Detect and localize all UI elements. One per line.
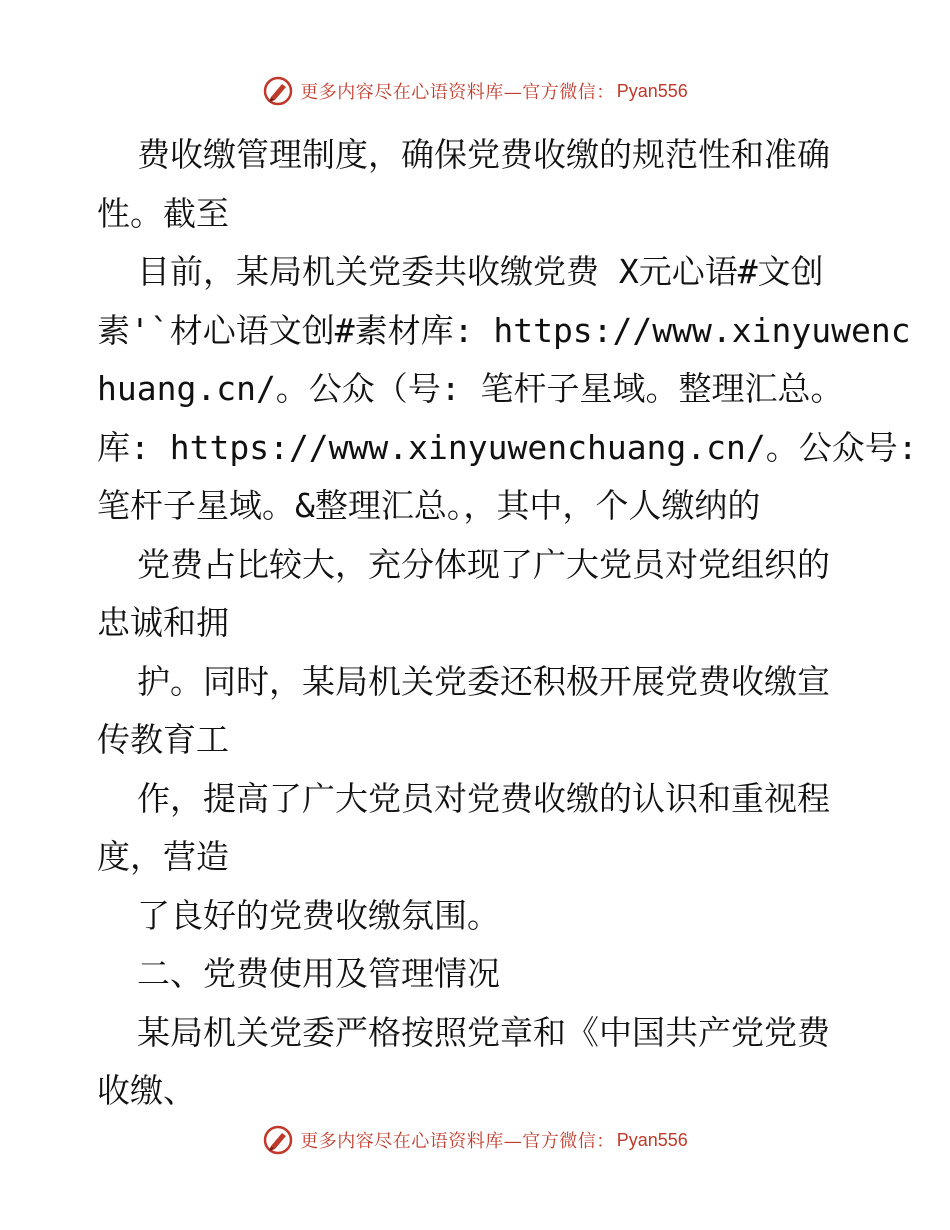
header-watermark-id: Pyan556 [616,80,688,101]
pen-logo-icon [262,1124,294,1156]
text-line: 某局机关党委严格按照党章和《中国共产党党费 [137,1012,830,1052]
text-line: 目前，某局机关党委共收缴党费 X元心语#文创 [137,252,824,291]
text-line: 作，提高了广大党员对党费收缴的认识和重视程 [137,778,830,818]
text-line: 性。截至 [97,193,229,233]
text-line: 了良好的党费收缴氛围。 [137,895,500,935]
document-body [97,126,918,1121]
text-line: 素'`材心语文创#素材库: https://www.xinyuwenc [97,310,911,350]
header-watermark-text: 更多内容尽在心语资料库—官方微信： [300,82,615,103]
text-line: 忠诚和拥 [97,603,229,642]
footer-watermark [0,1123,950,1157]
pen-logo-icon [262,75,294,107]
text-line: 传教育工 [97,720,229,759]
text-line: 费收缴管理制度，确保党费收缴的规范性和准确 [137,135,830,174]
text-line: 度，营造 [97,837,229,876]
text-line: 党费占比较大，充分体现了广大党员对党组织的 [137,544,830,584]
text-line: 笔杆子星域。&整理汇总。，其中，个人缴纳的 [97,486,761,525]
text-line: 库: https://www.xinyuwenchuang.cn/。公众号: [97,427,918,467]
text-line: 收缴、 [97,1071,196,1110]
footer-watermark-id: Pyan556 [616,1129,688,1150]
text-line: huang.cn/。公众（号: 笔杆子星域。整理汇总。 [97,369,844,408]
header-watermark [0,74,950,108]
section-heading: 二、党费使用及管理情况 [137,954,500,993]
text-line: 护。同时，某局机关党委还积极开展党费收缴宣 [137,661,830,701]
footer-watermark-text: 更多内容尽在心语资料库—官方微信： [300,1131,615,1152]
